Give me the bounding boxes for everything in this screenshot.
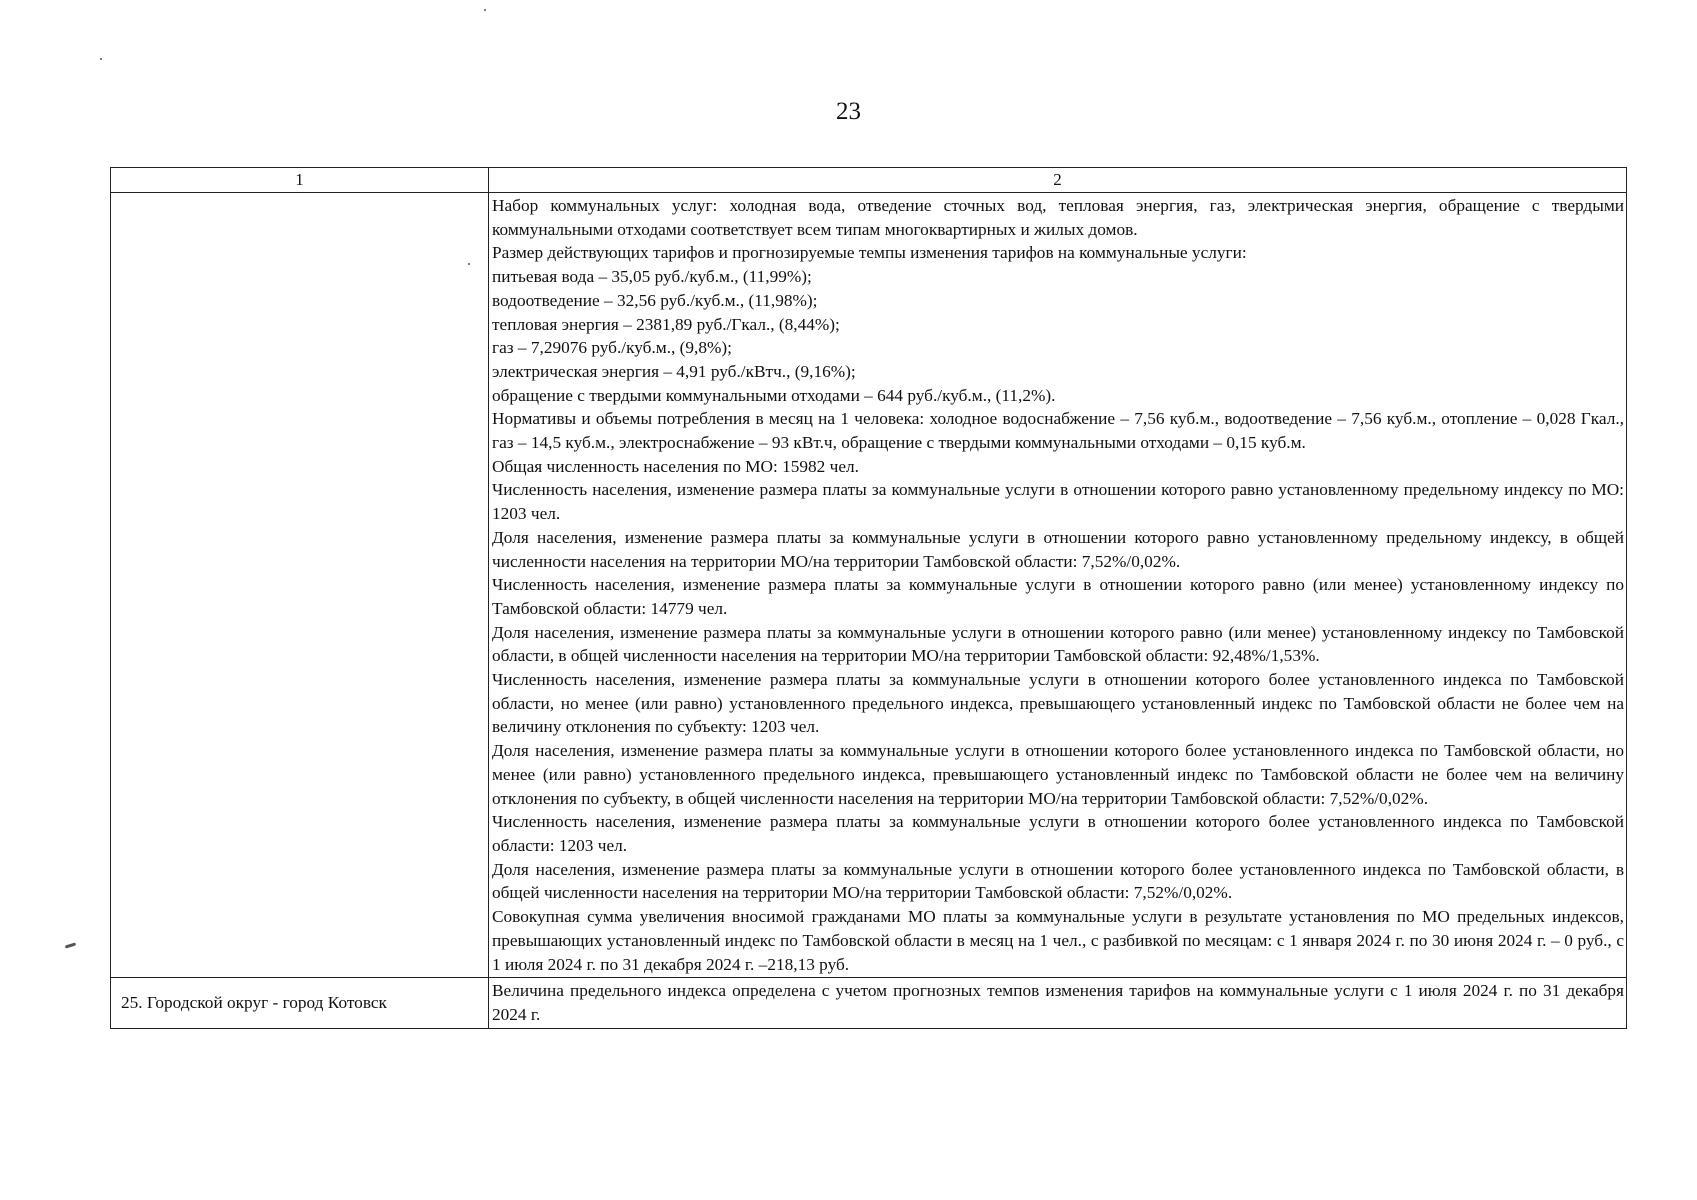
paragraph: Доля населения, изменение размера платы за коммунальные услуги в отношении которого более установленного индекса по Тамбовской области, но менее (или равно) установленного предельного индекса, превышающего установленный индекс по Тамбовской области не более чем на величину отклонения по субъекту, в общей численности населения на территории МО/на территории Тамбовской области: 7,52%/0,02%.	[492, 741, 1624, 808]
paragraph: Численность населения, изменение размера платы за коммунальные услуги в отношении которого равно установленному предельному индексу по МО: 1203 чел.	[492, 480, 1624, 524]
row-label: 25. Городской округ - город Котовск	[111, 978, 489, 1028]
paragraph: Совокупная сумма увеличения вносимой гражданами МО платы за коммунальные услуги в результате установления по МО предельных индексов, превышающих установленный индекс по Тамбовской области в месяц на 1 чел., с разбивкой по месяцам: с 1 января 2024 г. по 30 июня 2024 г. – 0 руб., с 1 июля 2024 г. по 31 декабря 2024 г. –218,13 руб.	[492, 907, 1624, 974]
paragraph: Доля населения, изменение размера платы за коммунальные услуги в отношении которого равно установленному предельному индексу, в общей численности населения на территории МО/на территории Тамбовской области: 7,52%/0,02%.	[492, 527, 1624, 571]
paragraph: Численность населения, изменение размера платы за коммунальные услуги в отношении которого более установленного индекса по Тамбовской области, но менее (или равно) установленного предельного индекса, превышающего установленный индекс по Тамбовской области не более чем на величину отклонения по субъекту: 1203 чел.	[492, 670, 1624, 737]
paragraph: питьевая вода – 35,05 руб./куб.м., (11,99%);	[492, 267, 812, 287]
row-content	[489, 193, 1627, 978]
paragraph: Нормативы и объемы потребления в месяц на 1 человека: холодное водоснабжение – 7,56 куб.м., водоотведение – 7,56 куб.м., отопление – 0,028 Гкал., газ – 14,5 куб.м., электроснабжение – 93 кВт.ч, обращение с твердыми коммунальными отходами – 0,15 куб.м.	[492, 409, 1624, 453]
data-table	[110, 167, 1627, 1029]
scan-speck	[65, 942, 76, 948]
paragraph: Набор коммунальных услуг: холодная вода, отведение сточных вод, тепловая энергия, газ, электрическая энергия, обращение с твердыми коммунальными отходами соответствует всем типам многоквартирных и жилых домов.	[492, 196, 1624, 239]
scan-speck	[484, 9, 486, 11]
paragraph: Общая численность населения по МО: 15982 чел.	[492, 456, 859, 476]
paragraph: Численность населения, изменение размера платы за коммунальные услуги в отношении которого более установленного индекса по Тамбовской области: 1203 чел.	[492, 812, 1624, 855]
page-number: 23	[836, 98, 861, 125]
scan-speck	[468, 263, 470, 265]
paragraph: водоотведение – 32,56 руб./куб.м., (11,98%);	[492, 290, 818, 310]
table-header-row	[111, 168, 1627, 193]
row-content	[489, 978, 1627, 1028]
paragraph: Величина предельного индекса определена с учетом прогнозных темпов изменения тарифов на коммунальные услуги с 1 июля 2024 г. по 31 декабря 2024 г.	[492, 981, 1624, 1024]
row-label	[111, 193, 489, 978]
scan-speck	[100, 58, 102, 60]
paragraph: электрическая энергия – 4,91 руб./кВтч., (9,16%);	[492, 361, 856, 381]
paragraph: газ – 7,29076 руб./куб.м., (9,8%);	[492, 338, 732, 358]
table-row	[111, 193, 1627, 978]
paragraph: Доля населения, изменение размера платы за коммунальные услуги в отношении которого равно (или менее) установленному индексу по Тамбовской области, в общей численности населения на территории МО/на территории Тамбовской области: 92,48%/1,53%.	[492, 622, 1624, 666]
paragraph: Численность населения, изменение размера платы за коммунальные услуги в отношении которого равно (или менее) установленному индексу по Тамбовской области: 14779 чел.	[492, 575, 1624, 618]
column-header-2: 2	[489, 168, 1627, 193]
paragraph: тепловая энергия – 2381,89 руб./Гкал., (8,44%);	[492, 314, 840, 334]
table-row	[111, 978, 1627, 1028]
column-header-1: 1	[111, 168, 489, 193]
paragraph: Доля населения, изменение размера платы за коммунальные услуги в отношении которого более установленного индекса по Тамбовской области, в общей численности населения на территории МО/на территории Тамбовской области: 7,52%/0,02%.	[492, 859, 1624, 903]
paragraph: обращение с твердыми коммунальными отходами – 644 руб./куб.м., (11,2%).	[492, 385, 1056, 405]
paragraph: Размер действующих тарифов и прогнозируемые темпы изменения тарифов на коммунальные услуги:	[492, 243, 1247, 263]
